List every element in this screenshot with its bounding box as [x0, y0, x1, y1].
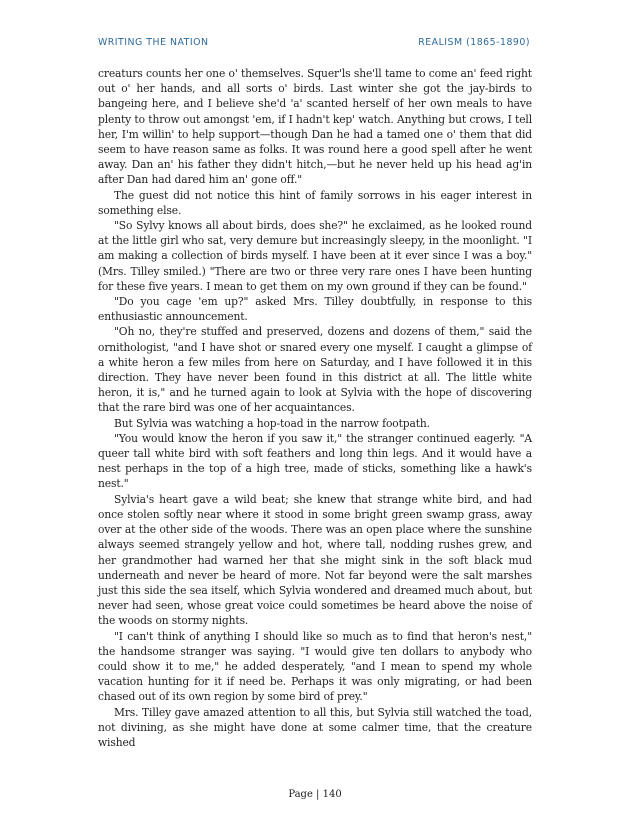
paragraph: "Oh no, they're stuffed and preserved, dozens and dozens of them," said the ornithologist, "and I have shot or snared every one myself. I caught a glimpse of a white heron a few miles from here on Saturday, and I have followed it in this direction. They have never been found in this district at all. The little white heron, it is," and he turned again to look at Sylvia with the hope of discovering that the rare bird was one of her acquaintances.: [98, 325, 532, 415]
paragraph: "So Sylvy knows all about birds, does she?" he exclaimed, as he looked round at the little girl who sat, very demure but increasingly sleepy, in the moonlight. "I am making a collection of birds myself. I have been at it ever since I was a boy." (Mrs. Tilley smiled.) "There are two or three very rare ones I have been hunting for these five years. I mean to get them on my own ground if they can be found.": [98, 219, 532, 293]
header-right-title: REALISM (1865-1890): [418, 37, 530, 48]
paragraph: "You would know the heron if you saw it," the stranger continued eagerly. "A queer tall white bird with soft feathers and long thin legs. And it would have a nest perhaps in the top of a high tree, made of sticks, something like a hawk's nest.": [98, 431, 532, 491]
running-header: [98, 37, 530, 48]
story-text: [98, 66, 532, 750]
header-left-title: WRITING THE NATION: [98, 37, 209, 48]
paragraph: Mrs. Tilley gave amazed attention to all this, but Sylvia still watched the toad, not divining, as she might have done at some calmer time, that the creature wished: [98, 705, 532, 749]
page-number: Page | 140: [288, 789, 342, 800]
paragraph: "Do you cage 'em up?" asked Mrs. Tilley doubtfully, in response to this enthusiastic announcement.: [98, 295, 532, 324]
paragraph: "I can't think of anything I should like so much as to find that heron's nest," the handsome stranger was saying. "I would give ten dollars to anybody who could show it to me," he added desperately, "and I mean to spend my whole vacation hunting for it if need be. Perhaps it was only migrating, or had been chased out of its own region by some bird of prey.": [98, 629, 532, 704]
paragraph: The guest did not notice this hint of family sorrows in his eager interest in something else.: [98, 188, 532, 217]
paragraph: creaturs counts her one o' themselves. Squer'ls she'll tame to come an' feed right out o' her hands, and all sorts o' birds. Last winter she got the jay-birds to bangeing here, and I believe she'd 'a' scanted herself of her own meals to have plenty to throw out amongst 'em, if I hadn't kep' watch. Anything but crows, I tell her, I'm willin' to help support—though Dan he had a tamed one o' them that did seem to have reason same as folks. It was round here a good spell after he went away. Dan an' his father they didn't hitch,—but he never held up his head ag'in after Dan had dared him an' gone off.": [98, 67, 532, 187]
paragraph: Sylvia's heart gave a wild beat; she knew that strange white bird, and had once stolen softly near where it stood in some bright green swamp grass, away over at the other side of the woods. There was an open place where the sunshine always seemed strangely yellow and hot, where tall, nodding rushes grew, and her grandmother had warned her that she might sink in the soft black mud underneath and never be heard of more. Not far beyond were the salt marshes just this side the sea itself, which Sylvia wondered and dreamed much about, but never had seen, whose great voice could sometimes be heard above the noise of the woods on stormy nights.: [98, 492, 532, 628]
paragraph: But Sylvia was watching a hop-toad in the narrow footpath.: [114, 416, 430, 430]
